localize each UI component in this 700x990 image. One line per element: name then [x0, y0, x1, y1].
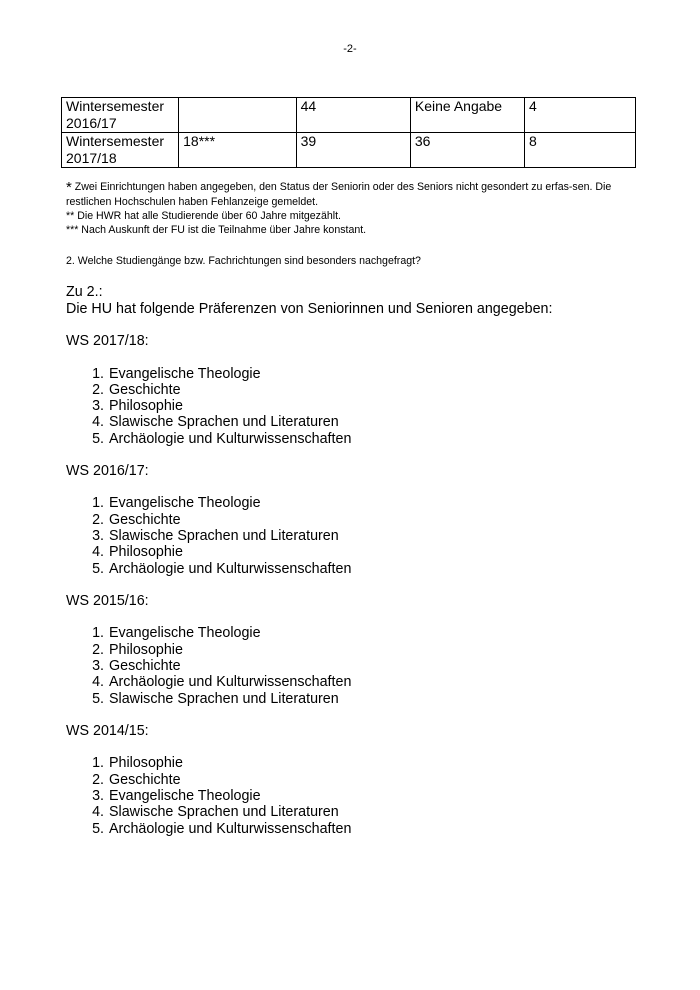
list-item: 3. Geschichte — [108, 658, 666, 674]
preference-list — [66, 366, 666, 447]
table-cell: 36 — [410, 133, 524, 168]
list-item: 4. Philosophie — [108, 544, 666, 560]
data-table — [61, 97, 636, 168]
semester-heading: WS 2016/17: — [66, 462, 149, 479]
table-cell: Wintersemester 2017/18 — [62, 133, 179, 168]
table-cell: Keine Angabe — [410, 98, 524, 133]
footnotes — [66, 180, 646, 237]
list-item: 1. Evangelische Theologie — [108, 366, 666, 382]
semester-heading: WS 2014/15: — [66, 722, 149, 739]
table-cell: Wintersemester 2016/17 — [62, 98, 179, 133]
list-item: 5. Archäologie und Kulturwissenschaften — [108, 821, 666, 837]
list-item: 5. Archäologie und Kulturwissenschaften — [108, 431, 666, 447]
list-item: 3. Slawische Sprachen und Literaturen — [108, 528, 666, 544]
list-item: 2. Geschichte — [108, 382, 666, 398]
list-item: 4. Slawische Sprachen und Literaturen — [108, 414, 666, 430]
list-item: 3. Philosophie — [108, 398, 666, 414]
semester-heading: WS 2017/18: — [66, 333, 149, 349]
list-item: 2. Geschichte — [108, 772, 666, 788]
list-item: 5. Archäologie und Kulturwissenschaften — [108, 561, 666, 577]
semester-heading: WS 2015/16: — [66, 592, 149, 609]
table-cell: 18*** — [179, 133, 296, 168]
table-row — [62, 98, 636, 133]
table-row — [62, 133, 636, 168]
table-cell: 39 — [296, 133, 410, 168]
list-item: 2. Philosophie — [108, 642, 666, 658]
list-item: 1. Philosophie — [108, 755, 666, 771]
table-cell: 44 — [296, 98, 410, 133]
list-item: 3. Evangelische Theologie — [108, 788, 666, 804]
list-item: 5. Slawische Sprachen und Literaturen — [108, 691, 666, 707]
footnote-2: ** Die HWR hat alle Studierende über 60 Jahre mitgezählt. — [66, 210, 341, 222]
question-text: 2. Welche Studiengänge bzw. Fachrichtungen sind besonders nachgefragt? — [66, 255, 421, 267]
footnote-1 — [66, 180, 646, 209]
table-cell — [179, 98, 296, 133]
footnote-1-text: Zwei Einrichtungen haben angegeben, den Status der Seniorin oder des Seniors nicht gesondert zu erfas-sen. Die restlichen Hochschulen haben Fehlanzeige gemeldet. — [66, 181, 612, 208]
list-item: 1. Evangelische Theologie — [108, 495, 666, 511]
preference-list — [66, 625, 666, 706]
list-item: 4. Archäologie und Kulturwissenschaften — [108, 674, 666, 690]
table-cell: 4 — [525, 98, 636, 133]
answer-section — [66, 284, 666, 853]
page-number: -2- — [343, 43, 357, 55]
list-item: 2. Geschichte — [108, 512, 666, 528]
footnote-3: *** Nach Auskunft der FU ist die Teilnahme über Jahre konstant. — [66, 224, 367, 236]
preference-list — [66, 495, 666, 576]
table-cell: 8 — [525, 133, 636, 168]
list-item: 4. Slawische Sprachen und Literaturen — [108, 804, 666, 820]
preference-list — [66, 755, 666, 836]
answer-heading: Zu 2.: — [66, 284, 103, 300]
answer-intro: Die HU hat folgende Präferenzen von Seniorinnen und Senioren angegeben: — [66, 300, 553, 317]
footnote-star: * — [66, 179, 72, 196]
list-item: 1. Evangelische Theologie — [108, 625, 666, 641]
